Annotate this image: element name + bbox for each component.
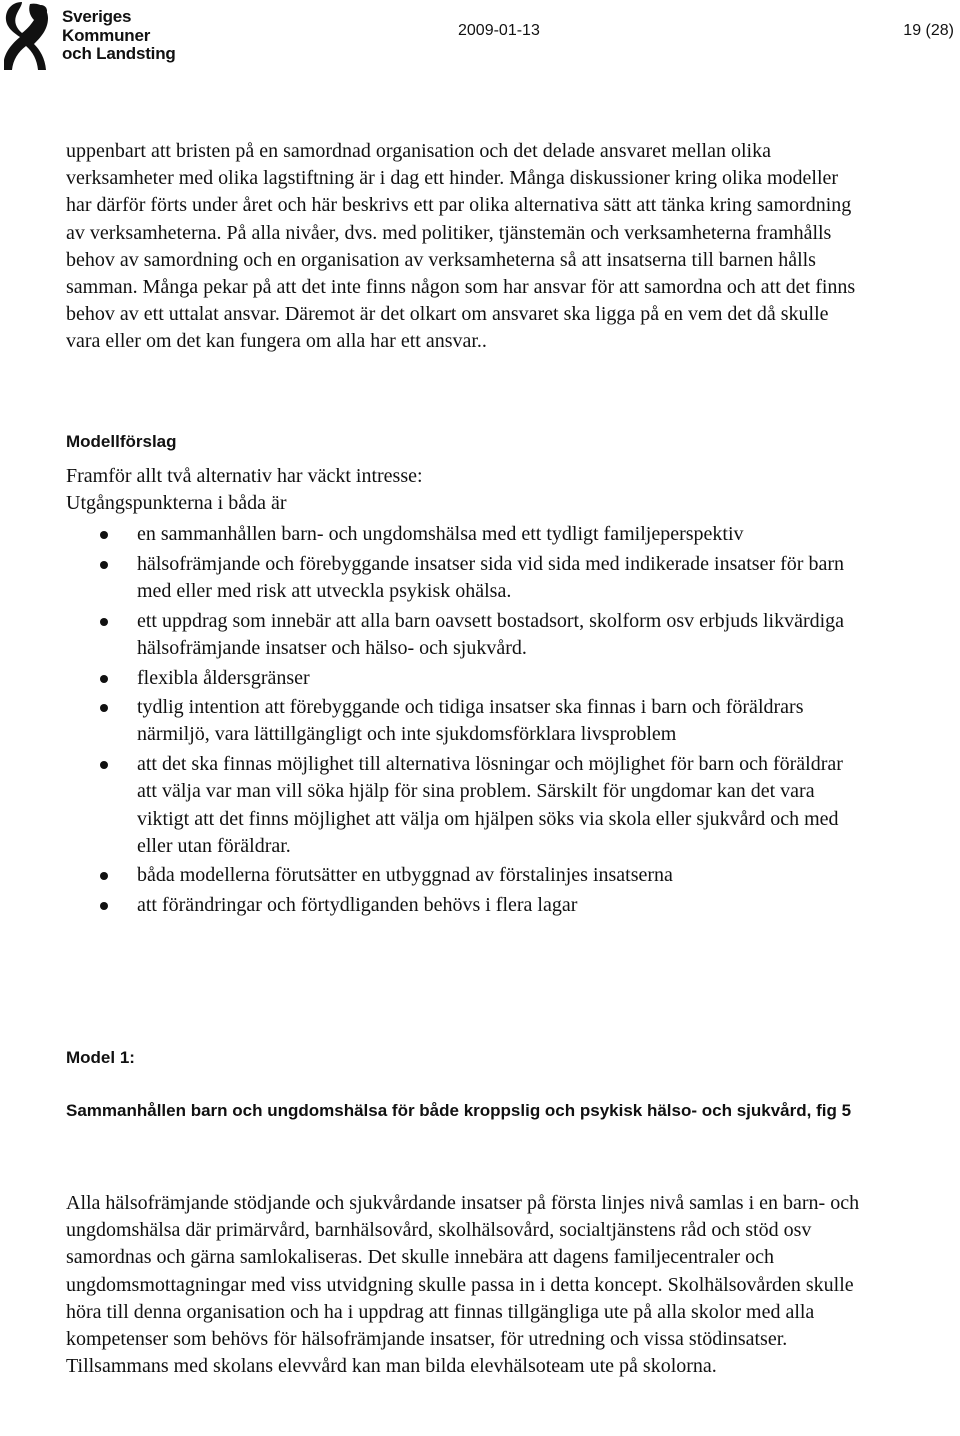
intro-paragraph: uppenbart att bristen på en samordnad organisation och det delade ansvaret mellan olika verksamheter med olika lagstiftning är i dag ett hinder. Många diskussioner kring olika modeller har därför förts under året och här beskrivs ett par olika alternativa sätt att tänka kring samordning av verksamheterna. På alla nivåer, dvs. med politiker, tjänstemän och verksamheterna framhålls behov av samordning och en organisation av verksamheterna så att insatserna till barnen hålls samman. Många pekar på att det inte finns någon som har ansvar för att samordna och att det finns behov av ett uttalat ansvar. Däremot är det olkart om ansvaret ska ligga på en vem det då skulle vara eller om det kan fungera om alla har ett ansvar.. bbox=[66, 140, 856, 353]
section-heading: Modellförslag bbox=[66, 432, 177, 451]
logo bbox=[0, 0, 180, 74]
lead-line: Framför allt två alternativ har väckt intresse: bbox=[66, 465, 423, 487]
page-number: 19 (28) bbox=[903, 22, 954, 39]
bullet-list bbox=[0, 521, 880, 922]
bullet-icon bbox=[100, 561, 108, 569]
list-item: ett uppdrag som innebär att alla barn oavsett bostadsort, skolform osv erbjuds likvärdiga hälsofrämjande insatser och hälso- och sjukvård. bbox=[0, 608, 857, 662]
logo-line: Sveriges bbox=[62, 7, 132, 26]
model-heading: Model 1: bbox=[66, 1048, 135, 1067]
model-paragraph: Alla hälsofrämjande stödjande och sjukvårdande insatser på första linjes nivå samlas i en barn- och ungdomshälsa där primärvård, barnhälsovård, skolhälsovård, socialtjänstens råd och stöd osv samordnas och gärna samlokaliseras. Det skulle innebära att dagens familjecentraler och ungdomsmottagningar med viss utvidgning skulle passa in i detta koncept. Skolhälsovården skulle höra till denna organisation och ha i uppdrag att finnas tillgängliga ute på alla skolor med alla kompetenser som behövs för hälsofrämjande insatser, för utredning och vissa stödinsatser. Tillsammans med skolans elevvård kan man bilda elevhälsoteam ute på skolorna. bbox=[66, 1192, 860, 1378]
bullet-icon bbox=[100, 675, 108, 683]
bullet-icon bbox=[100, 872, 108, 880]
document-date: 2009-01-13 bbox=[458, 22, 540, 39]
bullet-icon bbox=[100, 531, 108, 539]
list-item: hälsofrämjande och förebyggande insatser sida vid sida med indikerade insatser för barn med eller med risk att utveckla psykisk ohälsa. bbox=[0, 551, 857, 605]
lead-line: Utgångspunkterna i båda är bbox=[66, 492, 287, 514]
bullet-icon bbox=[100, 761, 108, 769]
bullet-icon bbox=[100, 618, 108, 626]
model-subheading: Sammanhållen barn och ungdomshälsa för både kroppslig och psykisk hälso- och sjukvård, fig 5 bbox=[66, 1101, 852, 1120]
logo-line: och Landsting bbox=[62, 44, 176, 63]
list-item: tydlig intention att förebyggande och tidiga insatser ska finnas i barn och föräldrars närmiljö, vara lättillgängligt och inte sjukdomsförklara livsproblem bbox=[0, 694, 857, 748]
bullet-icon bbox=[100, 902, 108, 910]
logo-text bbox=[62, 8, 176, 64]
list-item: att förändringar och förtydliganden behövs i flera lagar bbox=[0, 892, 857, 919]
list-item: båda modellerna förutsätter en utbyggnad av förstalinjes insatserna bbox=[0, 862, 857, 889]
list-item: flexibla åldersgränser bbox=[0, 665, 857, 692]
logo-line: Kommuner bbox=[62, 25, 151, 45]
logo-emblem-icon bbox=[0, 0, 56, 72]
list-item: en sammanhållen barn- och ungdomshälsa med ett tydligt familjeperspektiv bbox=[0, 521, 857, 548]
bullet-icon bbox=[100, 704, 108, 712]
list-item: att det ska finnas möjlighet till alternativa lösningar och möjlighet för barn och föräldrar att välja var man vill söka hjälp för sina problem. Särskilt för ungdomar kan det vara viktigt att det finns möjlighet att välja om hjälpen söks via skola eller sjukvård och med eller utan föräldrar. bbox=[0, 751, 857, 860]
